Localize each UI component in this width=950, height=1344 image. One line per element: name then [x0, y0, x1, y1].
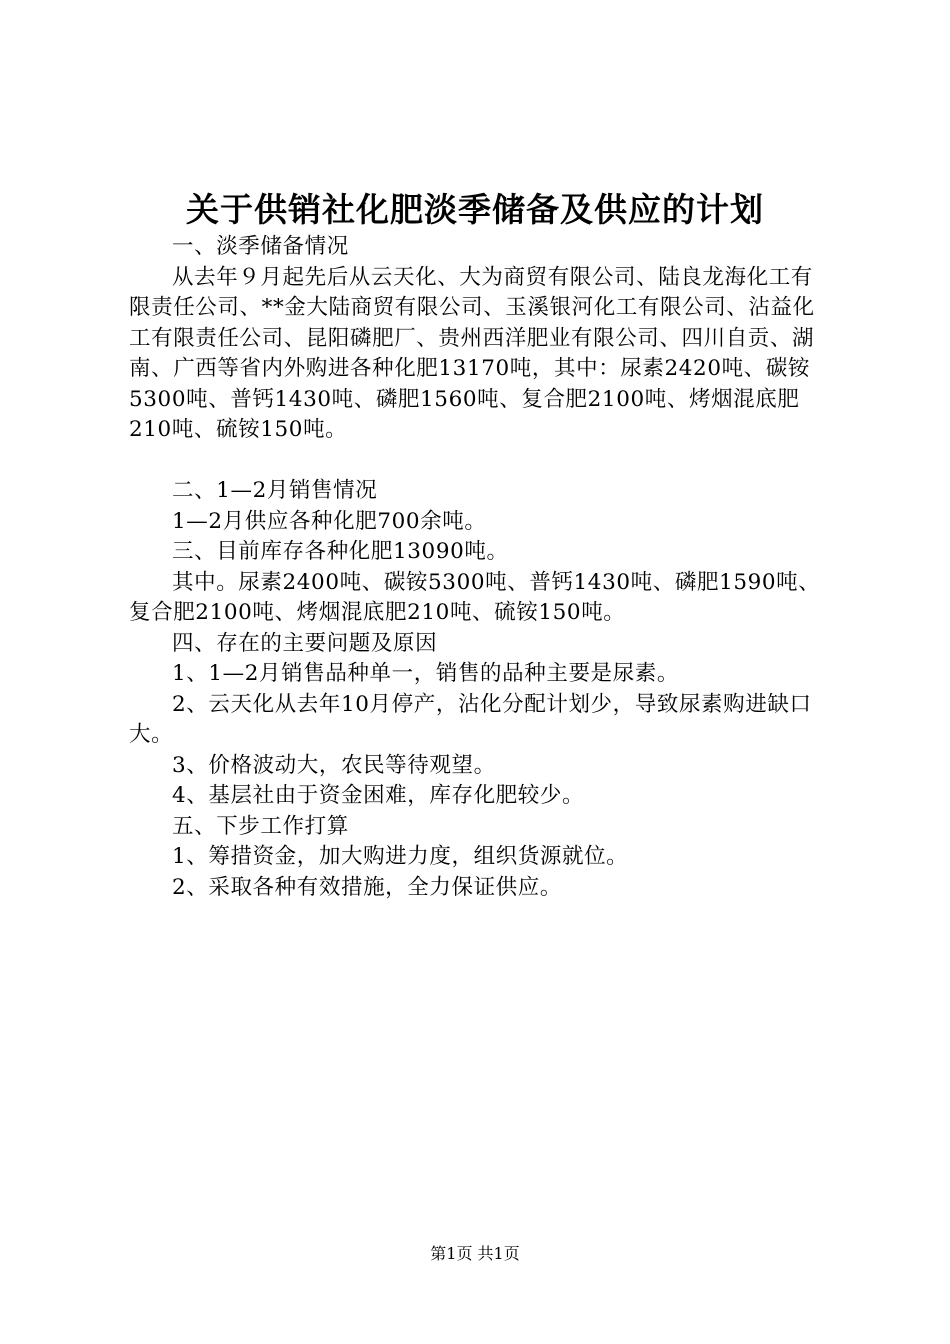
section-heading-4: 四、存在的主要问题及原因	[172, 630, 438, 656]
list-item: 1、1—2月销售品种单一，销售的品种主要是尿素。	[172, 661, 679, 686]
blank-line	[129, 446, 833, 477]
section-heading-3: 三、目前库存各种化肥13090吨。	[172, 539, 509, 564]
section-heading-2: 二、1—2月销售情况	[172, 478, 378, 503]
document-title: 关于供销社化肥淡季储备及供应的计划	[186, 190, 764, 229]
list-item: 2、云天化从去年10月停产，沾化分配计划少，导致尿素购进缺口大。	[129, 691, 812, 747]
list-item: 1、筹措资金，加大购进力度，组织货源就位。	[172, 844, 629, 869]
section-paragraph-2: 1—2月供应各种化肥700余吨。	[172, 508, 487, 534]
list-item: 4、基层社由于资金困难，库存化肥较少。	[172, 783, 585, 808]
document-body	[129, 232, 833, 903]
section-heading-1: 一、淡季储备情况	[172, 234, 349, 259]
section-paragraph-1: 从去年９月起先后从云天化、大为商贸有限公司、陆良龙海化工有限责任公司、**金大陆商贸有限公司、玉溪银河化工有限公司、沾益化工有限责任公司、昆阳磷肥厂、贵州西洋肥业有限公司、四川自贡、湖南、广西等省内外购进各种化肥13170吨，其中：尿素2420吨、碳铵5300吨、普钙1430吨、磷肥1560吨、复合肥2100吨、烤烟混底肥210吨、硫铵150吨。	[129, 264, 815, 442]
section-heading-5: 五、下步工作打算	[172, 813, 349, 839]
page-footer: 第1页 共1页	[430, 1244, 520, 1263]
list-item: 3、价格波动大，农民等待观望。	[172, 752, 496, 778]
section-paragraph-3: 其中。尿素2400吨、碳铵5300吨、普钙1430吨、磷肥1590吨、复合肥2100吨、烤烟混底肥210吨、硫铵150吨。	[129, 569, 821, 625]
list-item: 2、采取各种有效措施，全力保证供应。	[172, 874, 562, 900]
